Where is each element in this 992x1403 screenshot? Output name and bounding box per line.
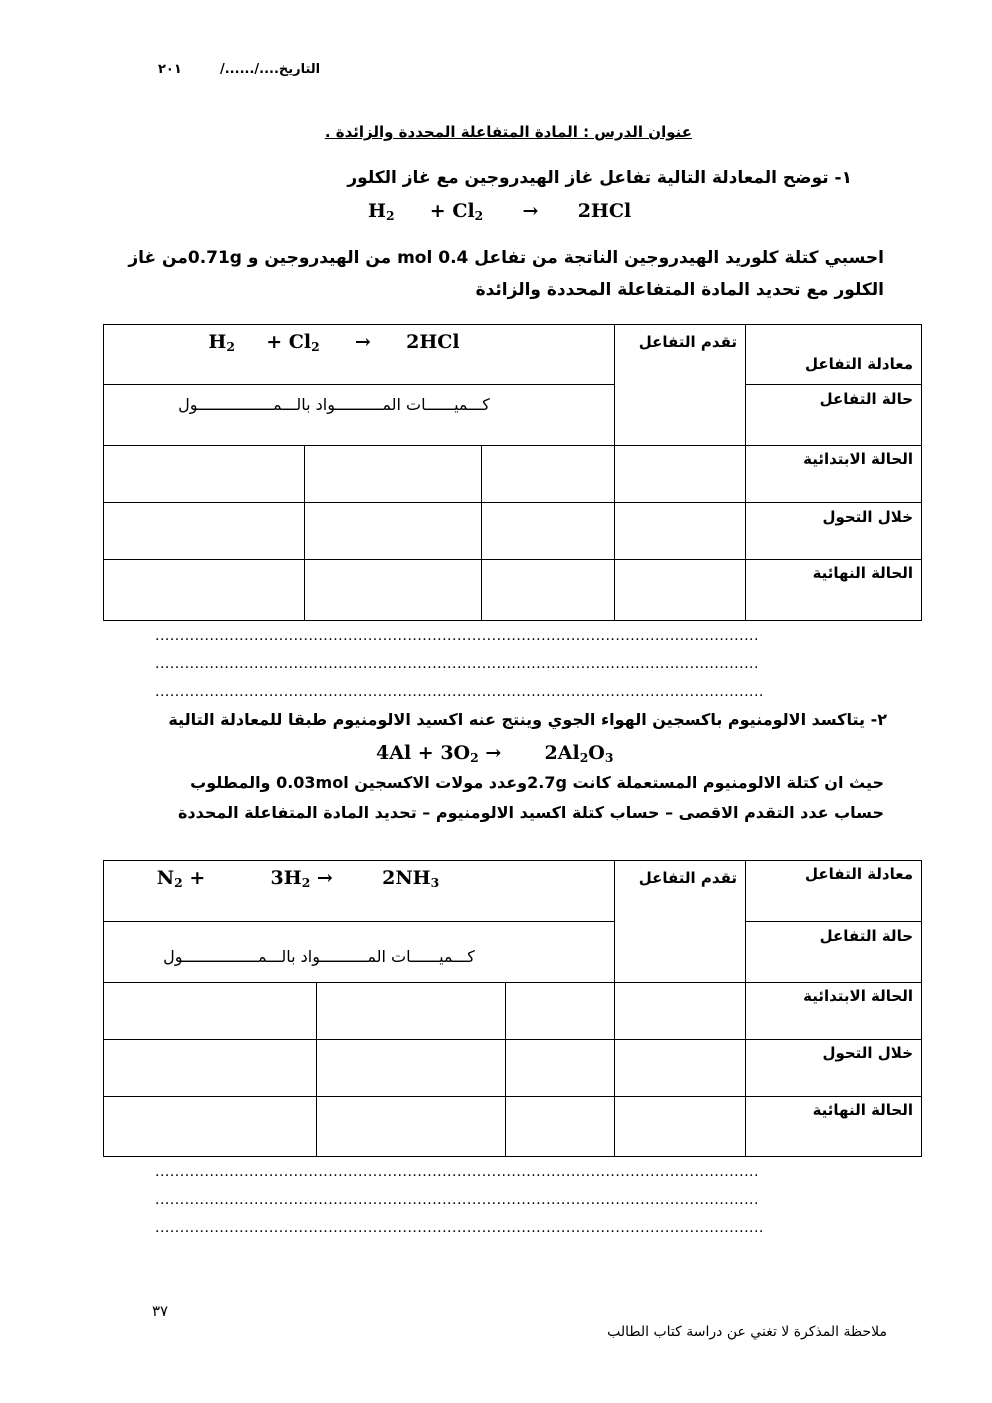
q1-number: ١- (834, 168, 852, 188)
date-label: التاريخ..../....../ (220, 62, 321, 77)
table1-cell[interactable] (615, 560, 746, 621)
table1-cell[interactable] (305, 446, 482, 503)
table1-quantities-cell: كـــميــــــات المــــــــــواد بالـــمــــــــــــــــول (104, 385, 615, 446)
q2-intro-text: يتاكسد الالومنيوم باكسجين الهواء الجوي وينتج عنه اكسيد الالومنيوم طبقا للمعادلة التالية (168, 710, 866, 729)
q1-intro-text: توضح المعادلة التالية تفاعل غاز الهيدروجين مع غاز الكلور (347, 168, 829, 188)
arrow-icon: → (522, 200, 539, 222)
table2-cell[interactable] (104, 1040, 317, 1097)
table2-cell[interactable] (506, 983, 615, 1040)
arrow-icon: → (485, 742, 502, 764)
footer-note: ملاحظة المذكرة لا تغني عن دراسة كتاب الطالب (607, 1324, 887, 1340)
table1-cell[interactable] (615, 446, 746, 503)
table2-row-equation: معادلة التفاعل (746, 861, 922, 922)
table1-cell[interactable] (482, 503, 615, 560)
table2-cell[interactable] (615, 1097, 746, 1157)
reaction-table-2 (103, 860, 922, 1157)
table1-row-state: حالة التفاعل (746, 385, 922, 446)
table2-cell[interactable] (317, 983, 506, 1040)
q1-line2: الكلور مع تحديد المادة المتفاعلة المحددة والزائدة (475, 280, 884, 300)
page-number: ٣٧ (152, 1302, 169, 1320)
answer-line[interactable]: .......................................................................................................................... (155, 1192, 759, 1208)
table1-cell[interactable] (104, 503, 305, 560)
q1-equation (368, 200, 631, 223)
q1-line1: احسبي كتلة كلوريد الهيدروجين الناتجة من تفاعل 0.4 mol من الهيدروجين و 0.71gمن غاز (128, 248, 884, 268)
arrow-icon: → (316, 867, 333, 889)
table1-progress-header: تقدم التفاعل (615, 325, 746, 446)
table1-cell[interactable] (305, 503, 482, 560)
table1-cell[interactable] (482, 560, 615, 621)
year-label: ٢٠١ (158, 62, 182, 77)
lesson-title: عنوان الدرس : المادة المتفاعلة المحددة والزائدة . (324, 123, 692, 141)
table2-cell[interactable] (317, 1040, 506, 1097)
table1-row-during: خلال التحول (746, 503, 922, 560)
table2-equation-cell: $N_2 + 3H_2 \to 2NH_3$ (104, 861, 615, 922)
answer-line[interactable]: .......................................................................................................................... (155, 656, 759, 672)
answer-line[interactable]: .......................................................................................................................... (155, 628, 759, 644)
table1-equation-cell: $H_2 + Cl_2 \to 2HCl$ (104, 325, 615, 385)
q2-equation: $4Al + 3O_2 \to 2Al_2O_3$ (376, 742, 614, 765)
q1-intro (347, 168, 852, 188)
table2-cell[interactable] (104, 983, 317, 1040)
table1-cell[interactable] (305, 560, 482, 621)
table2-cell[interactable] (506, 1040, 615, 1097)
q2-line2: حساب عدد التقدم الاقصى – حساب كتلة اكسيد الالومنيوم – تحديد المادة المتفاعلة المحددة (177, 803, 884, 822)
answer-line[interactable]: ........................................................................................................................... (155, 1220, 764, 1236)
table2-cell[interactable] (615, 983, 746, 1040)
q1-eq-h2: $H_2$ (368, 200, 395, 223)
table1-cell[interactable] (615, 503, 746, 560)
answer-line[interactable]: .......................................................................................................................... (155, 1164, 759, 1180)
reaction-table-1 (103, 324, 922, 621)
table1-cell[interactable] (104, 446, 305, 503)
q1-eq-hcl: 2HCl (577, 200, 632, 222)
table2-row-state: حالة التفاعل (746, 922, 922, 983)
table1-cell[interactable] (104, 560, 305, 621)
table1-row-initial: الحالة الابتدائية (746, 446, 922, 503)
table2-cell[interactable] (317, 1097, 506, 1157)
q2-intro (168, 710, 887, 729)
q2-line1: حيث ان كتلة الالومنيوم المستعملة كانت 2.7gوعدد مولات الاكسجين 0.03mol والمطلوب (190, 773, 884, 792)
arrow-icon: → (354, 331, 371, 353)
q2-number: ٢- (870, 710, 887, 729)
table1-row-equation: معادلة التفاعل (746, 325, 922, 385)
table2-cell[interactable] (615, 1040, 746, 1097)
table2-quantities-cell: كـــميــــــات المــــــــــواد بالـــمــــــــــــــــول (104, 922, 615, 983)
table2-row-final: الحالة النهائية (746, 1097, 922, 1157)
table2-row-initial: الحالة الابتدائية (746, 983, 922, 1040)
table2-cell[interactable] (104, 1097, 317, 1157)
table2-cell[interactable] (506, 1097, 615, 1157)
table1-row-final: الحالة النهائية (746, 560, 922, 621)
table2-progress-header: تقدم التفاعل (615, 861, 746, 983)
q1-eq-cl2: + $Cl_2$ (429, 200, 484, 223)
table2-row-during: خلال التحول (746, 1040, 922, 1097)
answer-line[interactable]: ........................................................................................................................... (155, 684, 764, 700)
table1-cell[interactable] (482, 446, 615, 503)
